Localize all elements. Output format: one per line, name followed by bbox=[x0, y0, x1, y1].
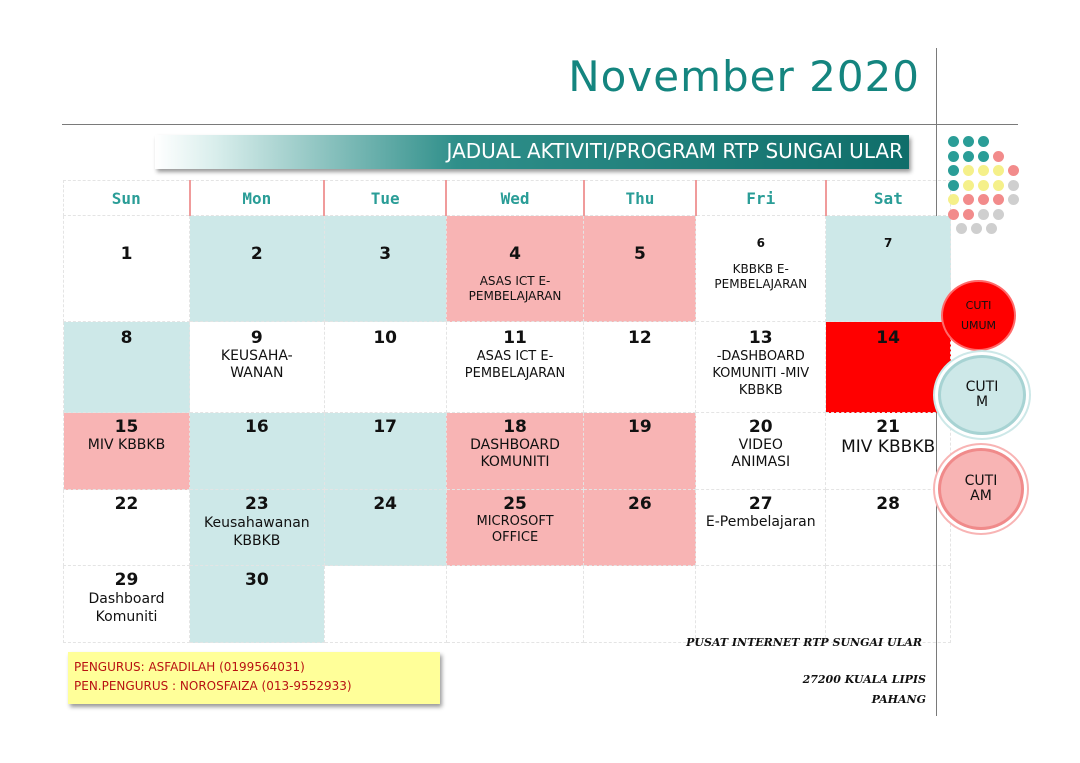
day-number: 23 bbox=[244, 494, 269, 514]
day-number: 14 bbox=[876, 328, 900, 348]
org-name: PUSAT INTERNET RTP SUNGAI ULAR bbox=[686, 636, 922, 649]
decorative-dot bbox=[948, 165, 959, 176]
decorative-dot bbox=[993, 151, 1004, 162]
day-note: Dashboard Komuniti bbox=[88, 591, 165, 625]
banner bbox=[155, 135, 909, 169]
day-number: 16 bbox=[244, 417, 269, 437]
legend-label: CUTI bbox=[965, 298, 992, 312]
day-cell bbox=[324, 490, 446, 566]
day-number: 13 bbox=[748, 328, 773, 348]
day-number: 5 bbox=[633, 244, 646, 264]
day-cell bbox=[64, 413, 190, 490]
day-cell bbox=[446, 322, 584, 413]
day-cell bbox=[324, 566, 446, 643]
day-cell bbox=[826, 413, 951, 490]
legend-label: CUTI bbox=[965, 379, 999, 395]
decorative-dot bbox=[1008, 165, 1019, 176]
weekday-sat: Sat bbox=[826, 181, 951, 216]
day-number: 25 bbox=[503, 494, 527, 514]
day-cell bbox=[826, 490, 951, 566]
day-cell bbox=[584, 216, 696, 322]
legend-label: CUTI bbox=[964, 473, 998, 489]
decorative-dot bbox=[993, 194, 1004, 205]
day-number: 4 bbox=[509, 244, 521, 264]
divider-horizontal bbox=[62, 124, 1018, 125]
day-number: 2 bbox=[250, 244, 263, 264]
day-note: VIDEO ANIMASI bbox=[731, 437, 791, 470]
decorative-dot bbox=[978, 165, 989, 176]
legend-label: UMUM bbox=[960, 318, 997, 332]
day-number: 7 bbox=[883, 236, 893, 250]
day-number: 18 bbox=[503, 417, 527, 437]
decorative-dot bbox=[993, 209, 1004, 220]
day-number: 17 bbox=[373, 417, 397, 437]
calendar-week bbox=[64, 490, 951, 566]
weekday-wed: Wed bbox=[446, 181, 584, 216]
calendar-grid bbox=[63, 180, 951, 643]
holiday-cell bbox=[826, 322, 951, 413]
calendar-week bbox=[64, 322, 951, 413]
day-cell bbox=[584, 490, 696, 566]
day-number: 27 bbox=[748, 494, 773, 514]
decorative-dot bbox=[971, 223, 982, 234]
day-note: KBBKB E-PEMBELAJARAN bbox=[714, 262, 808, 291]
day-number: 30 bbox=[244, 570, 269, 590]
banner-title: JADUAL AKTIVITI/PROGRAM RTP SUNGAI ULAR bbox=[446, 139, 903, 163]
day-cell bbox=[584, 413, 696, 490]
legend-label: AM bbox=[970, 488, 992, 504]
day-cell bbox=[324, 413, 446, 490]
day-cell bbox=[64, 566, 190, 643]
decorative-dot bbox=[948, 180, 959, 191]
decorative-dot bbox=[948, 194, 959, 205]
org-address bbox=[640, 670, 926, 710]
weekday-sun: Sun bbox=[64, 181, 190, 216]
day-cell bbox=[826, 566, 951, 643]
day-number: 29 bbox=[114, 570, 139, 590]
calendar-week bbox=[64, 566, 951, 643]
weekday-thu: Thu bbox=[584, 181, 696, 216]
page-title: November 2020 bbox=[568, 52, 920, 101]
day-cell bbox=[696, 490, 826, 566]
decorative-dot bbox=[993, 165, 1004, 176]
weekday-mon: Mon bbox=[190, 181, 325, 216]
decorative-dot bbox=[978, 194, 989, 205]
day-cell bbox=[190, 216, 325, 322]
day-cell bbox=[696, 216, 826, 322]
day-cell bbox=[190, 413, 325, 490]
decorative-dot bbox=[963, 180, 974, 191]
decorative-dot bbox=[948, 136, 959, 147]
calendar-week bbox=[64, 413, 951, 490]
legend-cuti-m bbox=[938, 355, 1026, 435]
day-note: MIV KBBKB bbox=[87, 437, 166, 453]
day-cell bbox=[64, 490, 190, 566]
decorative-dot bbox=[963, 194, 974, 205]
decorative-dot bbox=[993, 180, 1004, 191]
decorative-dot bbox=[956, 223, 967, 234]
day-cell bbox=[696, 322, 826, 413]
decorative-dot bbox=[978, 151, 989, 162]
day-cell bbox=[446, 490, 584, 566]
weekday-fri: Fri bbox=[696, 181, 826, 216]
day-number: 26 bbox=[628, 494, 652, 514]
day-cell bbox=[190, 490, 325, 566]
day-cell bbox=[584, 566, 696, 643]
decorative-dot bbox=[963, 136, 974, 147]
day-note: ASAS ICT E- PEMBELAJARAN bbox=[464, 349, 566, 381]
day-note: DASHBOARD KOMUNITI bbox=[470, 437, 560, 470]
day-number: 21 bbox=[876, 417, 900, 437]
day-cell bbox=[826, 216, 951, 322]
day-number: 3 bbox=[379, 244, 392, 264]
decorative-dot bbox=[978, 136, 989, 147]
day-cell bbox=[446, 566, 584, 643]
day-number: 11 bbox=[503, 328, 527, 348]
day-number: 24 bbox=[373, 494, 397, 514]
day-number: 12 bbox=[628, 328, 652, 348]
decorative-dot bbox=[978, 209, 989, 220]
day-note: KEUSAHA- WANAN bbox=[220, 348, 293, 381]
weekday-header-row bbox=[64, 181, 951, 216]
calendar-week bbox=[64, 216, 951, 322]
day-number: 20 bbox=[748, 417, 773, 437]
legend-cuti-am bbox=[938, 448, 1024, 530]
decorative-dot bbox=[963, 165, 974, 176]
day-cell bbox=[324, 322, 446, 413]
day-number: 9 bbox=[250, 328, 263, 348]
day-note: MICROSOFT OFFICE bbox=[476, 514, 554, 545]
day-number: 28 bbox=[876, 494, 900, 514]
day-note: MIV KBBKB bbox=[841, 437, 936, 457]
day-note: ASAS ICT E-PEMBELAJARAN bbox=[468, 274, 562, 303]
contact-box bbox=[68, 652, 440, 704]
day-cell bbox=[446, 413, 584, 490]
day-cell bbox=[190, 322, 325, 413]
legend-label: M bbox=[975, 394, 989, 410]
day-note: Keusahawanan KBBKB bbox=[204, 515, 310, 549]
day-number: 19 bbox=[628, 417, 652, 437]
org-address-line2: PAHANG bbox=[871, 693, 926, 706]
day-number: 8 bbox=[120, 328, 133, 348]
day-note: -DASHBOARD KOMUNITI -MIV KBBKB bbox=[712, 349, 810, 398]
weekday-tue: Tue bbox=[324, 181, 446, 216]
day-cell bbox=[64, 216, 190, 322]
decorative-dot bbox=[978, 180, 989, 191]
day-cell bbox=[324, 216, 446, 322]
day-number: 6 bbox=[756, 236, 765, 250]
decorative-dot bbox=[948, 151, 959, 162]
decorative-dot bbox=[986, 223, 997, 234]
day-number: 15 bbox=[114, 417, 139, 437]
day-number: 22 bbox=[114, 494, 139, 514]
day-cell bbox=[446, 216, 584, 322]
pengurus-text: PENGURUS: ASFADILAH (0199564031) bbox=[74, 660, 305, 674]
decorative-dot bbox=[1008, 194, 1019, 205]
day-cell bbox=[696, 413, 826, 490]
day-cell bbox=[696, 566, 826, 643]
day-cell bbox=[64, 322, 190, 413]
day-cell bbox=[584, 322, 696, 413]
legend-cuti-umum bbox=[941, 280, 1016, 351]
day-number: 10 bbox=[373, 328, 397, 348]
day-note: E-Pembelajaran bbox=[705, 514, 816, 530]
decorative-dot bbox=[963, 151, 974, 162]
pen-pengurus-text: PEN.PENGURUS : NOROSFAIZA (013-9552933) bbox=[74, 679, 352, 693]
decorative-dot bbox=[948, 209, 959, 220]
day-cell bbox=[190, 566, 325, 643]
decorative-dot bbox=[963, 209, 974, 220]
decorative-dot bbox=[1008, 180, 1019, 191]
day-number: 1 bbox=[120, 244, 133, 264]
org-address-line1: 27200 KUALA LIPIS bbox=[802, 673, 926, 686]
